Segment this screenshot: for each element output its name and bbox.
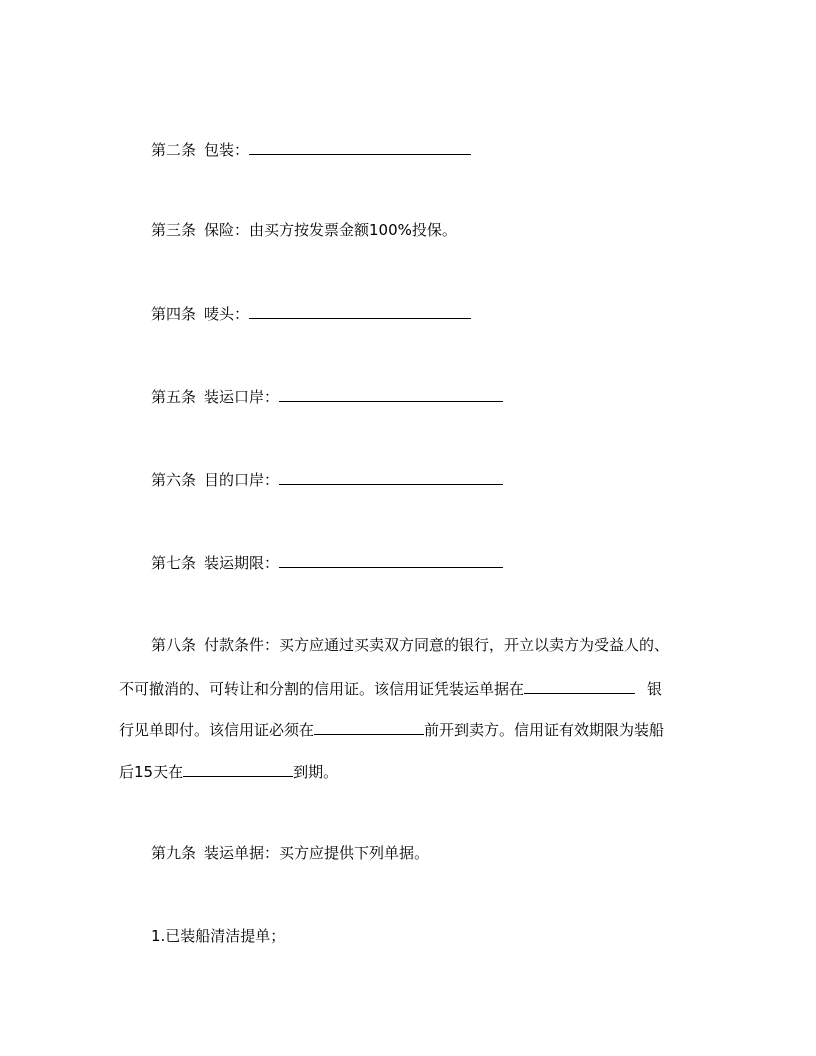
clause-4 bbox=[151, 302, 471, 322]
clause-4-text: 唛头： bbox=[204, 305, 250, 323]
clause-8-text-2b: 银 bbox=[647, 680, 663, 698]
clause-5-text: 装运口岸： bbox=[204, 388, 280, 406]
destination-port-blank bbox=[279, 468, 503, 485]
clause-3-text: 保险：由买方按发票金额100%投保。 bbox=[204, 221, 457, 239]
clause-5 bbox=[151, 385, 503, 405]
clause-4-head: 第四条 bbox=[151, 305, 197, 323]
clause-2-text: 包装： bbox=[204, 141, 250, 159]
clause-8-text-3a: 行见单即付。该信用证必须在 bbox=[119, 721, 315, 739]
lc-open-date-blank bbox=[314, 718, 424, 735]
clause-8-text-4a: 后15天在 bbox=[119, 763, 184, 781]
marks-blank bbox=[249, 302, 471, 319]
clause-9-head: 第九条 bbox=[151, 844, 197, 862]
lc-expiry-place-blank bbox=[183, 760, 293, 777]
clause-9-text: 装运单据：买方应提供下列单据。 bbox=[204, 844, 430, 862]
clause-8-text-4b: 到期。 bbox=[293, 763, 339, 781]
clause-8-text-1: 付款条件：买方应通过买卖双方同意的银行，开立以卖方为受益人的、 bbox=[204, 636, 670, 654]
clause-9 bbox=[151, 843, 429, 863]
clause-8-head: 第八条 bbox=[151, 636, 197, 654]
clause-8-text-2a: 不可撤消的、可转让和分割的信用证。该信用证凭装运单据在 bbox=[119, 680, 525, 698]
clause-8-line-1 bbox=[151, 635, 669, 655]
document-item-1-text: 1.已装船清洁提单； bbox=[151, 927, 286, 945]
loading-port-blank bbox=[279, 385, 503, 402]
lc-bank-blank bbox=[524, 677, 635, 694]
clause-7-head: 第七条 bbox=[151, 554, 197, 572]
document-item-1 bbox=[151, 926, 285, 946]
clause-8-line-2 bbox=[119, 677, 662, 697]
clause-6-text: 目的口岸： bbox=[204, 471, 280, 489]
clause-8-line-4 bbox=[119, 760, 338, 780]
clause-3-head: 第三条 bbox=[151, 221, 197, 239]
clause-8-text-3b: 前开到卖方。信用证有效期限为装船 bbox=[424, 721, 665, 739]
clause-7-text: 装运期限： bbox=[204, 554, 280, 572]
clause-8-line-3 bbox=[119, 718, 664, 738]
clause-2 bbox=[151, 138, 471, 158]
clause-3 bbox=[151, 220, 457, 240]
clause-5-head: 第五条 bbox=[151, 388, 197, 406]
clause-6-head: 第六条 bbox=[151, 471, 197, 489]
packing-blank bbox=[249, 138, 471, 155]
clause-2-head: 第二条 bbox=[151, 141, 197, 159]
shipment-period-blank bbox=[279, 551, 503, 568]
clause-6 bbox=[151, 468, 503, 488]
clause-7 bbox=[151, 551, 503, 571]
